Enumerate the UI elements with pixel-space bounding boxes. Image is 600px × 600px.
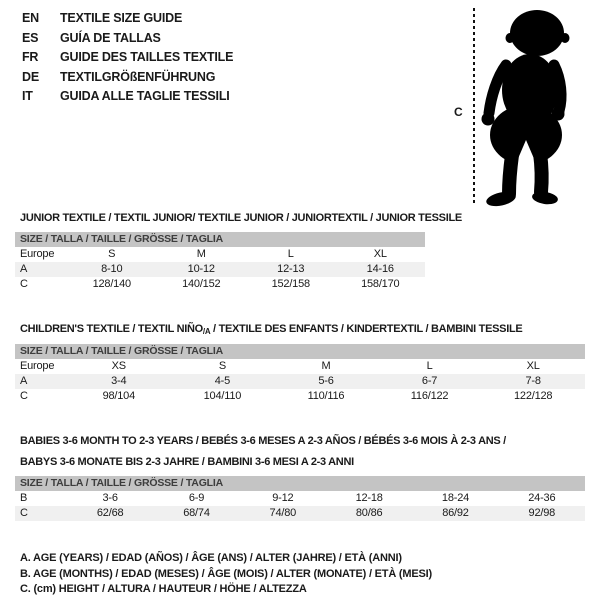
language-code: IT	[22, 89, 33, 103]
section-title	[15, 455, 585, 469]
section-children	[15, 322, 585, 404]
table-row	[15, 262, 425, 277]
size-value-cell: M	[321, 360, 331, 372]
height-c-label: C	[454, 105, 463, 119]
toddler-silhouette-icon	[479, 7, 579, 207]
row-label: B	[20, 492, 28, 504]
row-label: A	[20, 263, 28, 275]
language-row	[22, 9, 233, 29]
section-title	[15, 322, 585, 337]
table-row	[15, 277, 425, 292]
table-row	[15, 247, 425, 262]
size-value-cell: 128/140	[92, 278, 131, 290]
size-value-cell: 98/104	[102, 390, 136, 402]
row-label: Europe	[20, 360, 55, 372]
size-value-cell: 12-18	[355, 492, 383, 504]
size-value-cell: 3-6	[102, 492, 118, 504]
size-value-cell: L	[426, 360, 433, 372]
language-guide-title: GUÍA DE TALLAS	[60, 30, 161, 45]
table-row	[15, 491, 585, 506]
size-value-cell: S	[108, 248, 116, 260]
size-value-cell: 92/98	[528, 507, 556, 519]
table-size-header: SIZE / TALLA / TAILLE / GRÖSSE / TAGLIA	[15, 344, 585, 359]
language-guide-title: GUIDA ALLE TAGLIE TESSILI	[60, 89, 230, 103]
language-code: ES	[22, 30, 39, 45]
size-value-cell: M	[196, 248, 206, 260]
language-title-list	[22, 9, 233, 107]
language-guide-title: GUIDE DES TAILLES TEXTILE	[60, 50, 234, 64]
title-subscript: /A	[202, 327, 211, 336]
section-junior	[15, 211, 585, 292]
size-value-cell: 18-24	[441, 492, 470, 504]
row-label: C	[20, 390, 28, 402]
size-value-cell: 7-8	[525, 375, 541, 387]
title-text: CHILDREN'S TEXTILE / TEXTIL NIÑO	[20, 323, 203, 335]
language-row	[22, 68, 233, 88]
size-value-cell: 104/110	[203, 390, 242, 402]
size-value-cell: S	[218, 360, 226, 372]
language-row	[22, 48, 233, 68]
table-row	[15, 359, 585, 374]
size-value-cell: 6-9	[188, 492, 205, 504]
size-table	[15, 476, 585, 521]
table-size-header: SIZE / TALLA / TAILLE / GRÖSSE / TAGLIA	[15, 476, 585, 491]
size-value-cell: 9-12	[272, 492, 294, 504]
silhouette-shapes	[482, 10, 570, 207]
size-table	[15, 344, 585, 404]
title-text: / TEXTILE DES ENFANTS / KINDERTEXTIL / BAMBINI TESSILE	[210, 323, 523, 335]
language-row	[22, 87, 233, 107]
size-value-cell: 80/86	[355, 507, 383, 519]
size-table-sections	[15, 211, 585, 521]
size-value-cell: 110/116	[307, 390, 345, 402]
size-value-cell: 6-7	[421, 375, 438, 387]
section-babies	[15, 434, 585, 521]
size-value-cell: XL	[373, 248, 387, 260]
size-value-cell: 86/92	[442, 507, 469, 519]
size-guide-content	[15, 211, 585, 598]
section-title	[15, 434, 585, 448]
size-value-cell: L	[287, 248, 294, 260]
table-row	[15, 389, 585, 404]
table-size-header: SIZE / TALLA / TAILLE / GRÖSSE / TAGLIA	[15, 232, 425, 247]
title-text: JUNIOR TEXTILE / TEXTIL JUNIOR/ TEXTILE JUNIOR / JUNIORTEXTIL / JUNIOR TESSILE	[20, 212, 462, 224]
size-value-cell: XL	[526, 360, 540, 372]
table-row	[15, 374, 585, 389]
row-label: Europe	[20, 248, 55, 260]
size-value-cell: 74/80	[269, 507, 297, 519]
size-value-cell: 12-13	[277, 263, 305, 275]
size-value-cell: 68/74	[183, 507, 210, 519]
legend-notes	[15, 551, 585, 598]
size-value-cell: 5-6	[318, 375, 334, 387]
language-guide-title: TEXTILGRÖßENFÜHRUNG	[60, 69, 216, 84]
size-value-cell: 24-36	[528, 492, 556, 504]
size-value-cell: 10-12	[187, 263, 215, 275]
size-value-cell: 4-5	[214, 375, 231, 387]
height-dashed-line	[473, 8, 475, 206]
language-code: FR	[22, 50, 39, 64]
row-label: C	[20, 507, 28, 519]
size-value-cell: 140/152	[182, 278, 221, 290]
height-measure-figure	[440, 0, 600, 215]
title-text: BABIES 3-6 MONTH TO 2-3 YEARS / BEBÉS 3-6 MESES A 2-3 AÑOS / BÉBÉS 3-6 MOIS À 2-3 ANS /	[20, 435, 506, 447]
language-code: EN	[22, 11, 39, 25]
size-value-cell: 152/158	[271, 278, 310, 290]
size-value-cell: 8-10	[101, 263, 123, 275]
language-code: DE	[22, 69, 39, 84]
size-value-cell: 14-16	[366, 263, 394, 275]
size-value-cell: 122/128	[513, 390, 553, 402]
section-title	[15, 211, 585, 225]
title-text: BABYS 3-6 MONATE BIS 2-3 JAHRE / BAMBINI 3-6 MESI A 2-3 ANNI	[20, 456, 354, 468]
note-line: C. (cm) HEIGHT / ALTURA / HAUTEUR / HÖHE / ALTEZZA	[20, 583, 307, 595]
note-line: B. AGE (MONTHS) / EDAD (MESES) / ÂGE (MOIS) / ALTER (MONATE) / ETÀ (MESI)	[20, 567, 432, 580]
size-value-cell: 62/68	[96, 507, 124, 519]
size-value-cell: 116/122	[410, 390, 449, 402]
language-row	[22, 29, 233, 49]
size-table	[15, 232, 425, 292]
table-row	[15, 506, 585, 521]
row-label: C	[20, 278, 28, 290]
size-value-cell: 3-4	[111, 375, 127, 387]
size-value-cell: XS	[111, 360, 126, 372]
note-line: A. AGE (YEARS) / EDAD (AÑOS) / ÂGE (ANS) / ALTER (JAHRE) / ETÀ (ANNI)	[20, 552, 402, 564]
row-label: A	[20, 375, 28, 387]
language-guide-title: TEXTILE SIZE GUIDE	[60, 11, 183, 25]
size-value-cell: 158/170	[361, 278, 400, 290]
